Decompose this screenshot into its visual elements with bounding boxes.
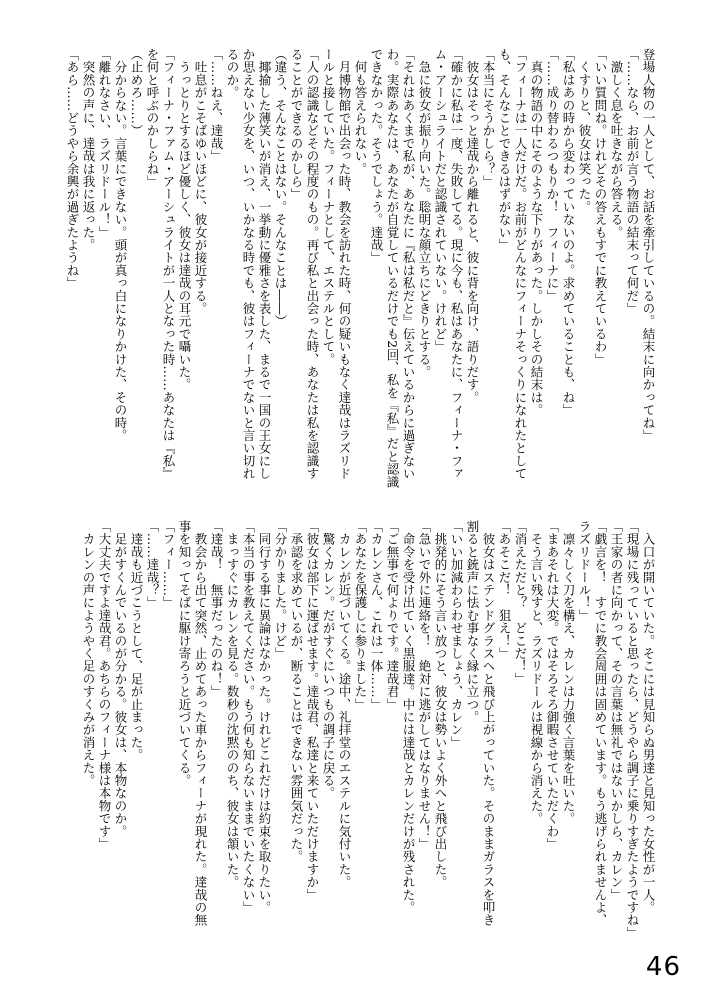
- text-paragraph: 「フィーナ・ファム・アーシュライトが一人となった時……あなたは『私』を何と呼ぶのかしらね」: [145, 48, 176, 480]
- text-paragraph: 「……なら、お前が言う物語の結末って何だ」: [625, 48, 640, 315]
- text-paragraph: 入口が開いていた。そこには見知らぬ男達と見知った女性が一人。: [641, 520, 656, 914]
- text-paragraph: 「戯言を！ すでに教会周囲は固めています。もう逃げられませんよ、ラズリドール！」: [577, 520, 608, 927]
- text-paragraph: 驚くカレン。だがすぐにいつもの調子に戻る。: [321, 520, 336, 800]
- text-paragraph: 「ご無事で何よりです。達哉君」: [385, 520, 400, 711]
- text-paragraph: まっすぐにカレンを見る。数秒の沈黙ののち、彼女は頷いた。: [225, 520, 240, 889]
- text-paragraph: うっとりとするほど優しく、彼女は達哉の耳元で囁いた。: [177, 48, 192, 391]
- bottom-text-block: [81, 520, 656, 940]
- text-paragraph: 「人の認識などその程度のもの。再び私と出会った時、あなたは私を認識することができるのかしら」: [289, 48, 320, 480]
- text-paragraph: そう言い残すと、ラズリドールは視線から消えた。: [529, 520, 544, 825]
- text-paragraph: 「私はあの時から変わっていないのよ。求めていることも、ね」: [561, 48, 576, 417]
- text-paragraph: くすりと、彼女は笑った。: [577, 48, 592, 214]
- text-paragraph: 突然の声に、達哉は我に返った。: [81, 48, 96, 252]
- text-paragraph: 「あら……どうやら余興が過ぎたようね」: [65, 48, 80, 290]
- page-number: 46: [645, 952, 681, 982]
- text-paragraph: 「いい質問ね。けれどその答えもすでに教えているわ」: [593, 48, 608, 366]
- text-paragraph: カレンが近づいてくる。途中、礼拝堂のエステルに気付いた。: [337, 520, 352, 889]
- text-paragraph: 彼女はステンドグラスへと飛び上がっていた。そのままガラスを叩き割ると銃声に怯む事なく縁に立つ。: [465, 520, 496, 927]
- text-paragraph: 足がすくんでいるのが分かる。彼女は、本物なのか。: [113, 520, 128, 838]
- text-paragraph: 「いい加減わらわせましょう、カレン」: [449, 520, 464, 749]
- text-paragraph: 承認を求めているが、断ることはできない雰囲気だった。: [289, 520, 304, 863]
- text-paragraph: 「離れなさい、ラズリドール！」: [97, 48, 112, 239]
- text-paragraph: 揶揄した薄笑いが消え、一挙動に優雅さを表した、まるで一国の王女にしか思えない少女を、いつ、いかなる時でも、彼はフィーナでないと言い切れるのか。: [225, 48, 272, 480]
- text-paragraph: 挑発的にそう言い放つと、彼女は勢いよく外へと飛び出した。: [433, 520, 448, 889]
- text-paragraph: 彼女はそっと達哉から離れると、彼に背を向け、語りだす。: [465, 48, 480, 404]
- text-paragraph: 「彼女は部下に運ばせます。達哉君、私達と来ていただけますか」: [305, 520, 320, 901]
- text-paragraph: 「現場に残っていると思ったら、どうやら調子に乗りすぎたようですね」: [625, 520, 640, 940]
- text-paragraph: 「達哉！ 無事だったのね！」: [209, 520, 224, 698]
- text-paragraph: 教会から出て突然、止めてあった車からフィーナが現れた。達哉の無事を知ってそばに駆け寄ろうと近づいてくる。: [177, 520, 208, 927]
- text-paragraph: 「……ねえ、達哉」: [209, 48, 224, 163]
- text-paragraph: カレンの声にようやく足のすくみが消えた。: [81, 520, 96, 787]
- top-text-block: [65, 48, 656, 492]
- text-paragraph: 達哉も近づこうとして、足が止まった。: [129, 520, 144, 762]
- text-paragraph: 何も答えられない。: [353, 48, 368, 175]
- text-paragraph: 「フィーナは一人だけだ。お前がどんなにフィーナそっくりになれたとしても、そんなことできるはずがない」: [497, 48, 528, 480]
- text-paragraph: （止めろ……）: [129, 48, 144, 137]
- text-paragraph: 命令を受け出ていく黒服達。中には達哉とカレンだけが残された。: [401, 520, 416, 914]
- text-paragraph: 「まあそれは大変。ではそろそろ御暇させていただくわ」: [545, 520, 560, 851]
- text-paragraph: 「大丈夫ですよ達哉君。あちらのフィーナ様は本物です」: [97, 520, 112, 851]
- text-paragraph: 登場人物の一人として、お話を牽引しているの。結末に向かってね」: [641, 48, 656, 442]
- text-paragraph: 激しく息を吐きながら答える。: [609, 48, 624, 239]
- text-paragraph: 「……達哉？」: [145, 520, 160, 609]
- text-paragraph: 真の物語の中にそのような下りがあった。しかしその結末は。: [529, 48, 544, 417]
- text-paragraph: 「消えただと？ どこだ！」: [513, 520, 528, 686]
- text-paragraph: 月博物館で出会った時、教会を訪れた時、何の疑いもなく達哉はラズリドールと接していた。フィーナとして、エステルとして。: [321, 48, 352, 480]
- text-paragraph: 急に彼女が振り向いた。聡明な顔立ちにどきりとする。: [417, 48, 432, 379]
- text-paragraph: 分からない。言葉にできない。頭が真っ白になりかけた、その時。: [113, 48, 128, 442]
- text-paragraph: 「王家の者に向かって、その言葉は無礼ではないかしら、カレン」: [609, 520, 624, 901]
- text-paragraph: 「確かに私は一度、失敗してる。現に今も、私はあなたに、フィーナ・ファム・アーシュライトだと認識されていない。けれど」: [433, 48, 464, 480]
- text-paragraph: 凛々しく刀を構え、カレンは力強く言葉を吐いた。: [561, 520, 576, 825]
- text-paragraph: 「カレンさん、これは一体……」: [369, 520, 384, 711]
- text-paragraph: （違う、そんなことはない。そんなことは――）: [273, 48, 288, 328]
- text-paragraph: 「……成り替わるつもりか！ フィーナに」: [545, 48, 560, 302]
- text-paragraph: 「本当の事を教えてください。もう何も知らないままでいたくない」: [241, 520, 256, 914]
- text-paragraph: 「フィー……」: [161, 520, 176, 609]
- text-paragraph: 「急いで外に連絡を！ 絶対に逃がしてはなりません！」: [417, 520, 432, 851]
- text-paragraph: 「あなたを保護しに参りました」: [353, 520, 368, 711]
- text-paragraph: 「本当にそうかしら？」: [481, 48, 496, 188]
- text-paragraph: 「あそこだ！ 狙え！」: [497, 520, 512, 660]
- text-paragraph: 吐息がこそばゆいほどに、彼女が接近する。: [193, 48, 208, 315]
- text-paragraph: 同行する事に異論はなかった。けれどこれだけは約束を取りたい。: [257, 520, 272, 914]
- text-paragraph: 「それはあくまで私が、あなたに『私は私だと』伝えているからに過ぎないわ。実際あなたは、あなたが自覚しているだけでも2回、私を『私』だと認識できなかった。そうでしょう。達哉」: [369, 48, 416, 488]
- text-paragraph: 「分かりました。けど」: [273, 520, 288, 660]
